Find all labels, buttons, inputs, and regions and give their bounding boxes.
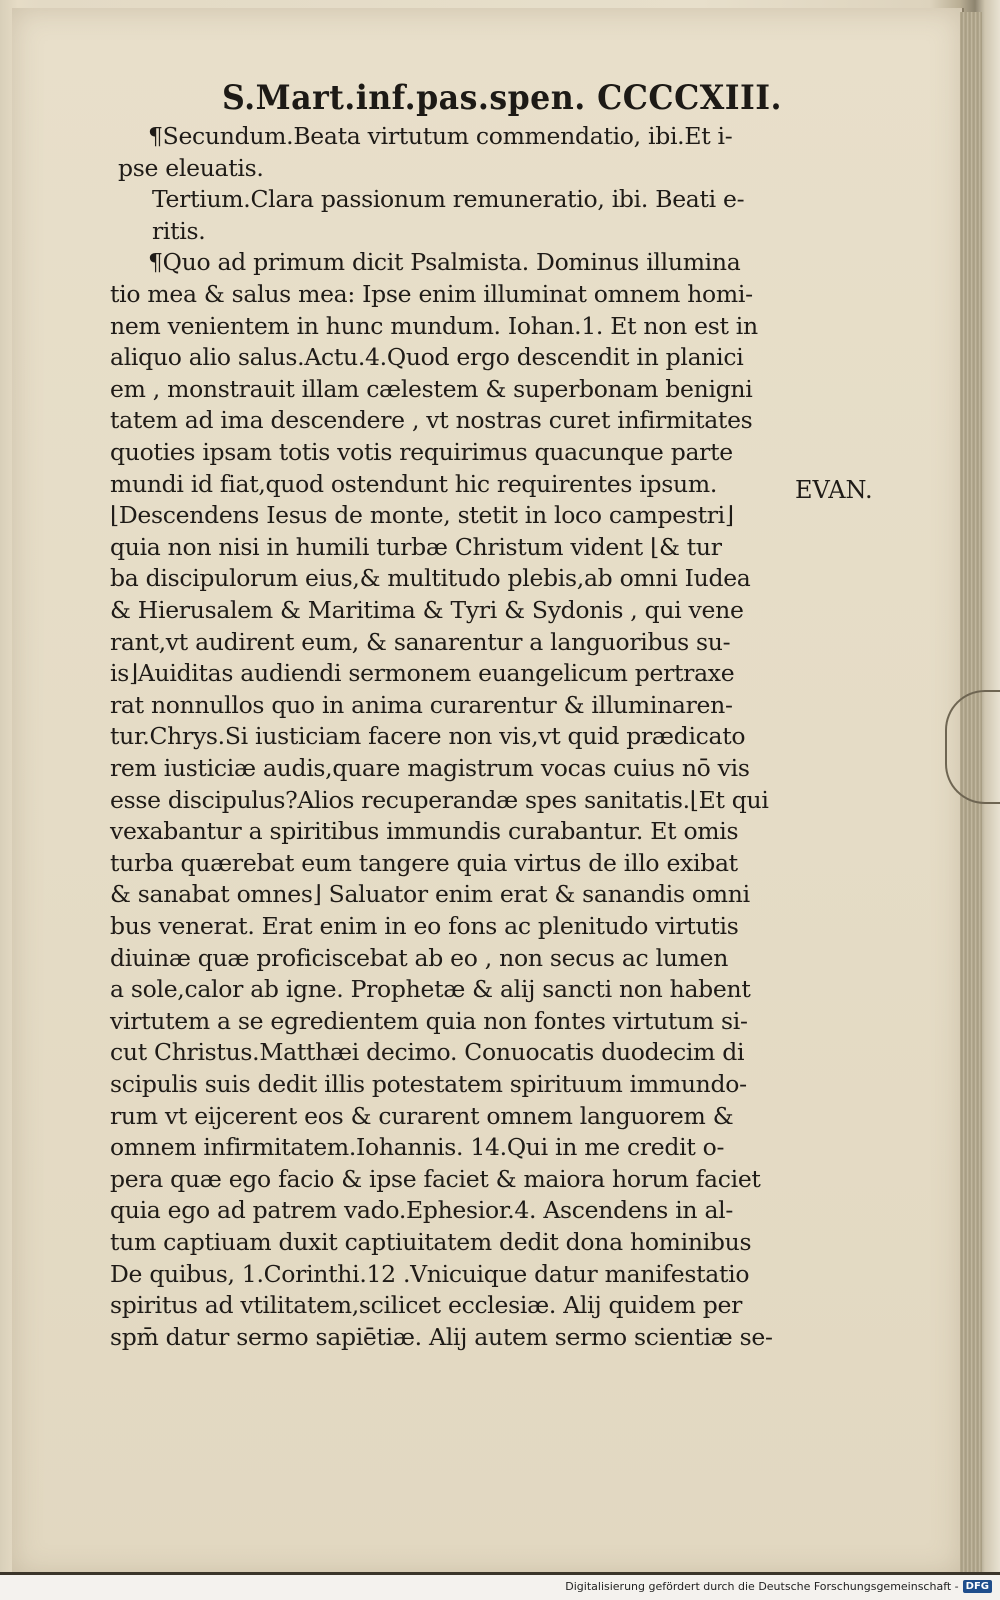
text-line: tur.Chrys.Si iusticiam facere non vis,vt quid prædicato: [110, 722, 746, 751]
text-line: quia non nisi in humili turbæ Christum vident ⌊& tur: [110, 532, 722, 561]
text-line: tum captiuam duxit captiuitatem dedit dona hominibus: [110, 1228, 752, 1256]
text-line: De quibus, 1.Corinthi.12 .Vnicuique datur manifestatio: [110, 1259, 750, 1288]
text-line: tatem ad ima descendere , vt nostras curet infirmitates: [110, 406, 753, 435]
text-line: bus venerat. Erat enim in eo fons ac plenitudo virtutis: [110, 912, 739, 940]
running-header: S.Mart.inf.pas.spen. CCCCXIII.: [222, 78, 782, 118]
text-line: nem venientem in hunc mundum. Iohan.1. Et non est in: [110, 311, 758, 340]
text-line: & Hierusalem & Maritima & Tyri & Sydonis , qui vene: [110, 596, 744, 624]
text-line: ⌊Descendens Iesus de monte, stetit in loco campestri⌋: [110, 501, 734, 530]
text-line: & sanabat omnes⌋ Saluator enim erat & sanandis omni: [110, 880, 750, 909]
text-line: ritis.: [152, 216, 206, 245]
text-line: scipulis suis dedit illis potestatem spirituum immundo-: [110, 1070, 747, 1098]
text-line: diuinæ quæ proficiscebat ab eo , non secus ac lumen: [110, 943, 729, 972]
text-line: em , monstrauit illam cælestem & superbonam benigni: [110, 374, 753, 403]
text-line: omnem infirmitatem.Iohannis. 14.Qui in me credit o-: [110, 1133, 725, 1162]
text-line: mundi id fiat,quod ostendunt hic requirentes ipsum.: [110, 469, 717, 498]
text-line: spm̄ datur sermo sapiētiæ. Alij autem sermo scientiæ se-: [110, 1322, 773, 1351]
text-line: ba discipulorum eius,& multitudo plebis,ab omni Iudea: [110, 564, 751, 593]
text-line: esse discipulus?Alios recuperandæ spes sanitatis.⌊Et qui: [110, 785, 769, 814]
text-line: pse eleuatis.: [118, 153, 264, 182]
text-line: ¶Quo ad primum dicit Psalmista. Dominus illumina: [148, 248, 741, 277]
text-line: quia ego ad patrem vado.Ephesior.4. Ascendens in al-: [110, 1196, 734, 1225]
text-line: is⌋Auiditas audiendi sermonem euangelicum pertraxe: [110, 659, 735, 688]
text-line: turba quærebat eum tangere quia virtus de illo exibat: [110, 848, 738, 877]
thumb-tab-mark: [945, 690, 1000, 804]
text-line: cut Christus.Matthæi decimo. Conuocatis duodecim di: [110, 1038, 745, 1067]
margin-note: EVAN.: [795, 476, 873, 504]
text-line: quoties ipsam totis votis requirimus quacunque parte: [110, 438, 733, 466]
text-line: virtutem a se egredientem quia non fontes virtutum si-: [110, 1006, 748, 1035]
text-line: ¶Secundum.Beata virtutum commendatio, ibi.Et i-: [148, 122, 733, 150]
text-line: tio mea & salus mea: Ipse enim illuminat omnem homi-: [110, 280, 753, 308]
digitization-credit: [565, 1580, 992, 1593]
text-line: rant,vt audirent eum, & sanarentur a languoribus su-: [110, 627, 731, 656]
text-line: aliquo alio salus.Actu.4.Quod ergo descendit in planici: [110, 343, 744, 372]
text-line: vexabantur a spiritibus immundis curabantur. Et omis: [110, 817, 739, 846]
text-line: spiritus ad vtilitatem,scilicet ecclesiæ. Alij quidem per: [110, 1291, 743, 1320]
text-line: rem iusticiæ audis,quare magistrum vocas cuius nō vis: [110, 754, 750, 782]
text-line: pera quæ ego facio & ipse faciet & maiora horum faciet: [110, 1164, 761, 1193]
credit-text: Digitalisierung gefördert durch die Deutsche Forschungsgemeinschaft -: [565, 1580, 959, 1593]
text-line: Tertium.Clara passionum remuneratio, ibi. Beati e-: [152, 185, 745, 214]
text-line: rat nonnullos quo in anima curarentur & illuminaren-: [110, 690, 733, 719]
dfg-logo-icon: DFG: [963, 1580, 992, 1593]
text-line: rum vt eijcerent eos & curarent omnem languorem &: [110, 1101, 734, 1130]
text-line: a sole,calor ab igne. Prophetæ & alij sancti non habent: [110, 975, 751, 1004]
